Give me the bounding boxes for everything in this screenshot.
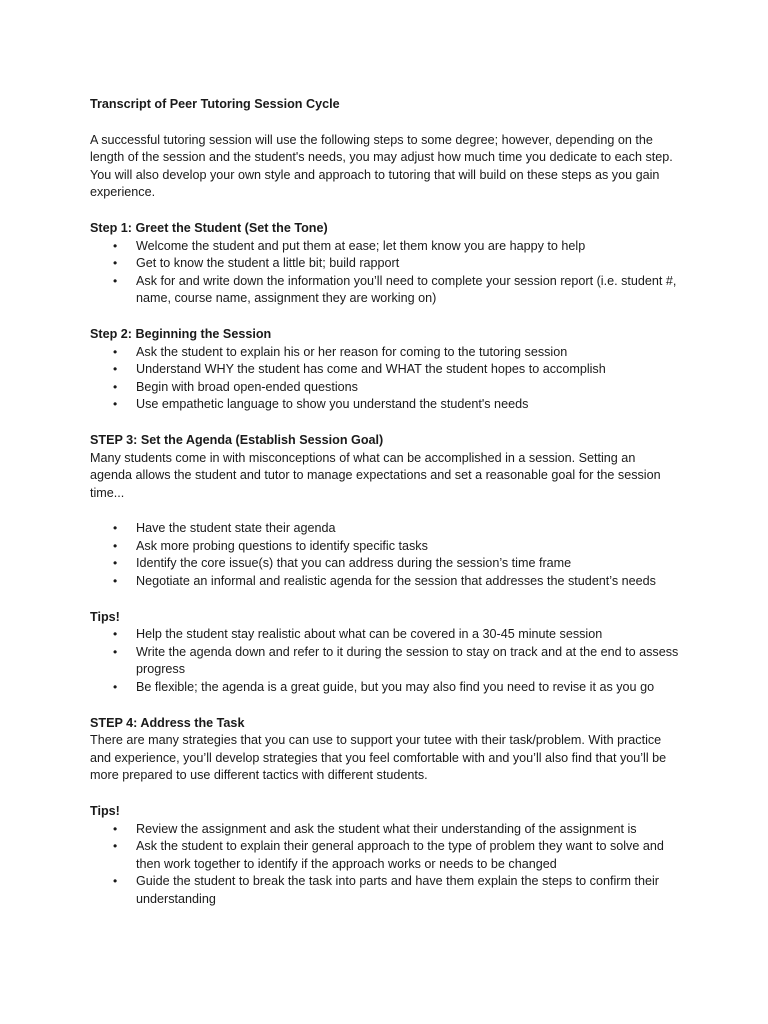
bullet-icon: •: [113, 344, 118, 359]
bullet-icon: •: [113, 839, 118, 854]
step2-list: [90, 344, 680, 414]
bullet-icon: •: [113, 556, 118, 571]
step4-heading: STEP 4: Address the Task: [90, 715, 245, 730]
bullet-icon: •: [113, 256, 118, 271]
step3-tips-list: [90, 626, 680, 696]
list-item: • Welcome the student and put them at ease; let them know you are happy to help: [90, 238, 680, 256]
list-item: • Ask the student to explain his or her reason for coming to the tutoring session: [90, 344, 680, 362]
list-item: • Write the agenda down and refer to it during the session to stay on track and at the end to assess progress: [113, 644, 679, 677]
list-item: • Identify the core issue(s) that you can address during the session’s time frame: [90, 555, 680, 573]
step3-body: Many students come in with misconceptions of what can be accomplished in a session. Setting an agenda allows the student and tutor to manage expectations and set a reasonable goal for the session time...: [90, 450, 661, 500]
list-item: • Guide the student to break the task into parts and have them explain the steps to confirm their understanding: [113, 874, 659, 906]
list-item: • Have the student state their agenda: [90, 520, 680, 538]
list-item: • Begin with broad open-ended questions: [90, 379, 680, 397]
bullet-icon: •: [113, 627, 118, 642]
list-item: • Ask the student to explain their general approach to the type of problem they want to solve and then work together to identify if the approach works or needs to be changed: [113, 839, 664, 871]
document-title: Transcript of Peer Tutoring Session Cycle: [90, 97, 340, 111]
step3-list: [90, 520, 680, 590]
bullet-icon: •: [113, 680, 118, 695]
bullet-icon: •: [113, 238, 118, 253]
list-item: • Be flexible; the agenda is a great guide, but you may also find you need to revise it as you go: [90, 679, 680, 697]
bullet-icon: •: [113, 273, 118, 288]
bullet-icon: •: [113, 379, 118, 394]
list-item: • Understand WHY the student has come and WHAT the student hopes to accomplish: [90, 361, 680, 379]
intro-paragraph: A successful tutoring session will use the following steps to some degree; however, depending on the length of the session and the student's needs, you may adjust how much time you dedicate to each step. You will also develop your own style and approach to tutoring that will build on these steps as you gain experience.: [90, 132, 673, 200]
step3-tips-heading: Tips!: [90, 609, 120, 624]
bullet-icon: •: [113, 538, 118, 553]
list-item: • Get to know the student a little bit; build rapport: [90, 255, 680, 273]
bullet-icon: •: [113, 362, 118, 377]
step2-heading: Step 2: Beginning the Session: [90, 326, 272, 341]
list-item: • Review the assignment and ask the student what their understanding of the assignment is: [90, 821, 680, 839]
step1-heading: Step 1: Greet the Student (Set the Tone): [90, 220, 328, 235]
list-item: • Ask for and write down the information you’ll need to complete your session report (i.e. student #, name, course name, assignment they are working on): [113, 273, 677, 306]
list-item: • Help the student stay realistic about what can be covered in a 30-45 minute session: [90, 626, 680, 644]
list-item: • Negotiate an informal and realistic agenda for the session that addresses the student’s needs: [90, 573, 680, 591]
list-item: • Use empathetic language to show you understand the student's needs: [90, 396, 680, 414]
bullet-icon: •: [113, 521, 118, 536]
bullet-icon: •: [113, 644, 118, 659]
step1-list: [90, 238, 680, 308]
bullet-icon: •: [113, 397, 118, 412]
list-item: • Ask more probing questions to identify specific tasks: [90, 538, 680, 556]
step4-body: There are many strategies that you can use to support your tutee with their task/problem. With practice and experience, you’ll develop strategies that you feel comfortable with and you’ll also find that you’ll be more prepared to use different tactics with different students.: [90, 733, 667, 783]
bullet-icon: •: [113, 821, 118, 836]
step4-tips-list: [90, 821, 680, 909]
step4-tips-heading: Tips!: [90, 804, 120, 818]
bullet-icon: •: [113, 874, 118, 889]
step3-heading: STEP 3: Set the Agenda (Establish Session Goal): [90, 432, 384, 447]
bullet-icon: •: [113, 574, 118, 589]
